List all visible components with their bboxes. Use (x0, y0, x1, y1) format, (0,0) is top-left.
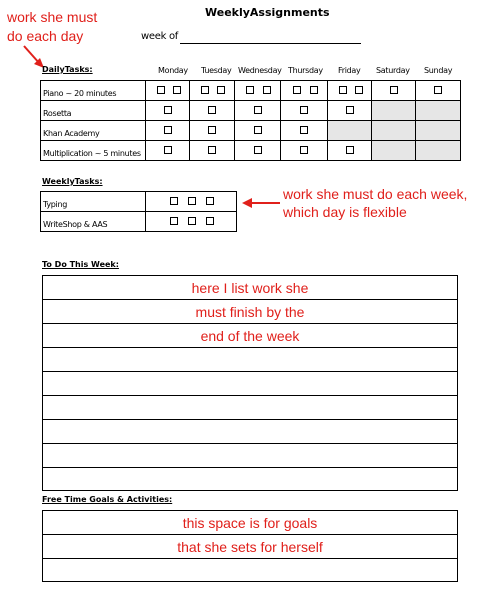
checkbox[interactable] (170, 197, 178, 205)
checkbox[interactable] (346, 146, 354, 154)
writing-line[interactable] (42, 371, 458, 395)
daily-tasks-table (40, 80, 461, 161)
day-cell (416, 101, 461, 121)
day-cell (372, 121, 416, 141)
table-row (41, 141, 461, 161)
checkbox[interactable] (263, 86, 271, 94)
day-cell (416, 141, 461, 161)
weekly-note-line2: which day is flexible (283, 204, 407, 220)
checkbox[interactable] (188, 217, 196, 225)
task-name: Typing (43, 200, 68, 209)
page-title: WeeklyAssignments (205, 6, 330, 19)
daily-note-line2: do each day (7, 28, 84, 44)
day-header-friday: Friday (338, 66, 361, 75)
checkbox[interactable] (390, 86, 398, 94)
checkbox[interactable] (164, 106, 172, 114)
table-row (41, 121, 461, 141)
task-name: Rosetta (43, 109, 72, 118)
day-cell (328, 141, 372, 161)
day-cell (146, 81, 190, 101)
day-cell (416, 121, 461, 141)
week-cell (146, 212, 237, 232)
checkbox[interactable] (310, 86, 318, 94)
checkbox[interactable] (293, 86, 301, 94)
task-name: Piano ~ 20 minutes (43, 89, 117, 98)
day-header-wednesday: Wednesday (238, 66, 282, 75)
weekly-note-line1: work she must do each week, (283, 186, 468, 202)
day-header-sunday: Sunday (424, 66, 453, 75)
note-text: end of the week (200, 328, 300, 344)
writing-line[interactable] (42, 275, 458, 299)
day-header-saturday: Saturday (376, 66, 410, 75)
task-name: Khan Academy (43, 129, 100, 138)
day-cell (235, 121, 281, 141)
checkbox[interactable] (254, 146, 262, 154)
checkbox[interactable] (164, 126, 172, 134)
day-cell (146, 121, 190, 141)
day-cell (372, 101, 416, 121)
week-of-label: week of (141, 31, 178, 42)
writing-line[interactable] (42, 395, 458, 419)
checkbox[interactable] (208, 146, 216, 154)
day-header-thursday: Thursday (288, 66, 323, 75)
day-cell (190, 101, 235, 121)
day-cell (190, 121, 235, 141)
checkbox[interactable] (208, 126, 216, 134)
checkbox[interactable] (339, 86, 347, 94)
checkbox[interactable] (208, 106, 216, 114)
day-cell (190, 81, 235, 101)
day-cell (281, 101, 328, 121)
day-cell (372, 141, 416, 161)
day-cell (281, 81, 328, 101)
day-header-monday: Monday (158, 66, 188, 75)
checkbox[interactable] (201, 86, 209, 94)
day-cell (416, 81, 461, 101)
checkbox[interactable] (206, 197, 214, 205)
checkbox[interactable] (346, 106, 354, 114)
task-name: Multiplication ~ 5 minutes (43, 149, 141, 158)
checkbox[interactable] (173, 86, 181, 94)
writing-line[interactable] (42, 534, 458, 558)
task-name: WriteShop & AAS (43, 220, 108, 229)
day-header-tuesday: Tuesday (201, 66, 232, 75)
red-arrow-icon (240, 196, 282, 210)
writing-line[interactable] (42, 558, 458, 582)
day-cell (146, 101, 190, 121)
day-cell (235, 141, 281, 161)
writing-line[interactable] (42, 323, 458, 347)
writing-line[interactable] (42, 419, 458, 443)
day-cell (328, 101, 372, 121)
checkbox[interactable] (206, 217, 214, 225)
checkbox[interactable] (355, 86, 363, 94)
checkbox[interactable] (188, 197, 196, 205)
table-row (41, 101, 461, 121)
checkbox[interactable] (254, 126, 262, 134)
day-cell (328, 121, 372, 141)
checkbox[interactable] (157, 86, 165, 94)
day-cell (372, 81, 416, 101)
checkbox[interactable] (300, 126, 308, 134)
table-row (41, 212, 237, 232)
checkbox[interactable] (300, 146, 308, 154)
todo-lines[interactable] (42, 275, 458, 491)
checkbox[interactable] (434, 86, 442, 94)
checkbox[interactable] (170, 217, 178, 225)
note-text: must finish by the (195, 304, 305, 320)
writing-line[interactable] (42, 299, 458, 323)
checkbox[interactable] (246, 86, 254, 94)
weekly-tasks-table (40, 191, 237, 232)
weekly-tasks-label: WeeklyTasks: (42, 177, 103, 186)
day-cell (235, 81, 281, 101)
note-text: this space is for goals (182, 515, 318, 531)
day-cell (328, 81, 372, 101)
writing-line[interactable] (42, 347, 458, 371)
day-cell (146, 141, 190, 161)
checkbox[interactable] (217, 86, 225, 94)
writing-line[interactable] (42, 443, 458, 467)
checkbox[interactable] (300, 106, 308, 114)
writing-line[interactable] (42, 510, 458, 534)
daily-note-line1: work she must (7, 9, 98, 25)
todo-label: To Do This Week: (42, 260, 119, 269)
week-of-line[interactable] (180, 43, 361, 44)
week-cell (146, 192, 237, 212)
goals-lines[interactable] (42, 510, 458, 582)
writing-line[interactable] (42, 467, 458, 491)
day-cell (235, 101, 281, 121)
day-cell (190, 141, 235, 161)
checkbox[interactable] (164, 146, 172, 154)
note-text: here I list work she (191, 280, 309, 296)
table-row (41, 81, 461, 101)
daily-tasks-label: DailyTasks: (42, 65, 93, 74)
checkbox[interactable] (254, 106, 262, 114)
day-cell (281, 141, 328, 161)
day-cell (281, 121, 328, 141)
goals-label: Free Time Goals & Activities: (42, 495, 173, 504)
note-text: that she sets for herself (177, 539, 323, 555)
table-row (41, 192, 237, 212)
